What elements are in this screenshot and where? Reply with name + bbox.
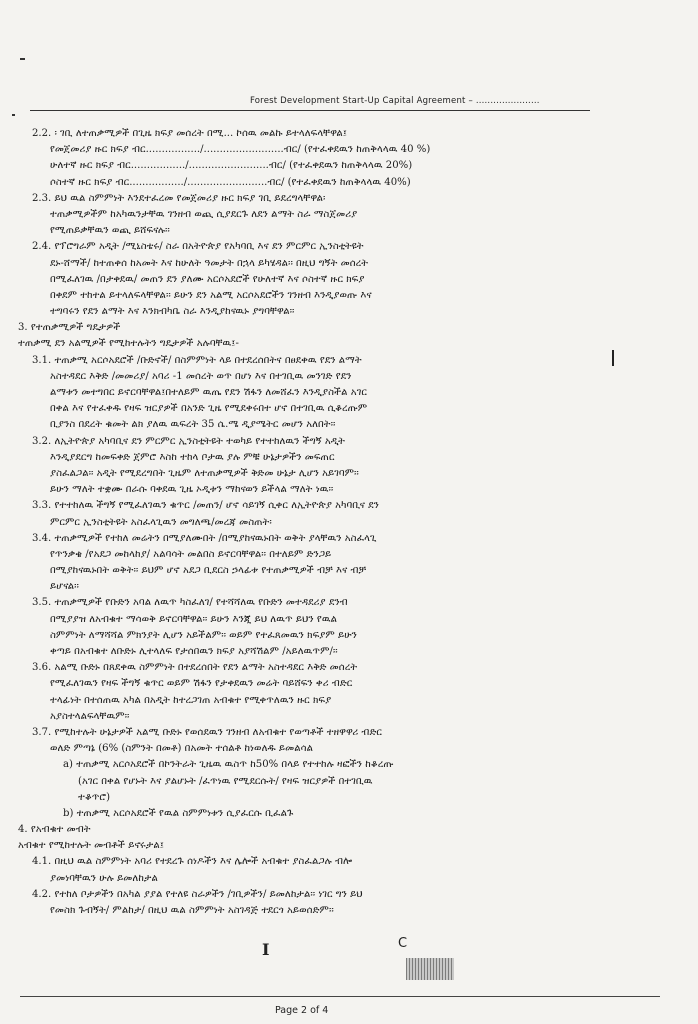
- clause-3-6-cont: አያስተላልፍላቸዉም፡፡: [50, 710, 130, 722]
- header-divider: [30, 110, 590, 111]
- clause-3-1: 3.1. ተጠቃሚ አርሶአደሮች /ቡድኖች/ በስምምነት ላይ በተደረሰበትና በፀደቀዉ የደን ልማት: [32, 354, 362, 366]
- clause-3-7-item-a-cont: ተቆጥሮ): [78, 791, 111, 803]
- payment-round-1: የመጀመሪያ ዙር ክፍያ ብር................./.........................ብር/ (የተፈቀደዉን ከጠቅላላዉ 40 %): [50, 144, 431, 156]
- clause-3-7: 3.7. የሚከተሉት ሁኔታዎች አልሚ ቡድኑ የወሰደዉን ገንዘብ ለአብቁተ የወጣቶች ተዘዋዋሪ ብድር: [32, 726, 383, 738]
- clause-3-4-cont: በሚያከናዉኑበት ወቅት፡፡ ይህም ሆኖ አደጋ ቢደርስ ኃላፊቱ የተጠቃሚዎች ብቻ እና ብቻ: [50, 565, 367, 577]
- clause-3-7-item-a-cont: (አገር በቀል የሆኑት እና ያልሆኑት /ፈጥነዉ የሚደርሱት/ የዛፍ ዝርያዎች በተገቢዉ: [78, 775, 373, 787]
- signature-mark: I: [262, 940, 270, 959]
- page-number: Page 2 of 4: [275, 1005, 329, 1016]
- initial-mark: C: [398, 936, 408, 951]
- clause-2-3-cont: ተጠቃሚዎችም ከአካዉንታቸዉ ገንዘብ ወጪ ሲያደርጉ ለደን ልማት ስራ ማስጀመሪያ: [50, 208, 358, 220]
- agreement-body: [18, 126, 606, 919]
- clause-3-1-cont: አስተዳደር እቅድ /መመሪያ/ አባሪ -1 መሰረት ወጥ በሆነ እና በተገቢዉ መንገድ የደን: [50, 370, 352, 382]
- clause-3-6: 3.6. አልሚ ቡድኑ በጸደቀዉ ስምምነት በተደረሰበት የደን ልማት አስተዳደር እቅድ መሰረት: [32, 662, 358, 674]
- scan-speck: [12, 114, 15, 116]
- clause-4-1: 4.1. በዚህ ዉል ስምምነት አባሪ የተደረጉ ሰነዶችን እና ሌሎች አብቁተ ያስፈልጋሉ ብሎ: [32, 856, 353, 868]
- clause-3-7-item-b: b) ተጠቃሚ አርሶአደሮች የዉል ስምምነቱን ሲያፈርሱ ቢፈልጉ: [63, 807, 294, 819]
- clause-4-2: 4.2. የተከለ ቦታዎችን በአካል ያያል የተለዩ ስራዎችን /ገቢዎችን/ ይመለከታል፡፡ ነገር ግን ይህ: [32, 888, 363, 900]
- clause-3-3-cont: ምርምር ኢንስቲትዩት አስፈላጊዉን መግለጫ/መረጃ መስጠት፡: [50, 516, 272, 528]
- payment-round-2: ሁለተኛ ዙር ክፍያ ብር................./.........................ብር/ (የተፈቀደዉን ከጠቅላላዉ 20%): [50, 160, 413, 172]
- clause-3-5-cont: በሚያያዝ ለአብቁተ ማሳወቅ ይኖርባቸዋል፡፡ ይሁን እንጂ ይህ ለዉጥ ይህን የዉል: [50, 613, 338, 625]
- clause-2-4-cont: በቀደም ተከተል ይተላለፍላቸዋል፡፡ ይሁን ደን አልሚ አርሶአደሮችን ገንዘብ እንዲያወጡ እና: [50, 289, 372, 301]
- clause-3-5-cont: ቀጣይ በአብቁተ ለቡድኑ ሊተላለፍ የታሰበዉን ክፍያ አያሻሽልም /አይለዉጥም/፡፡: [50, 646, 338, 657]
- clause-2-3-cont: የሚጠይቃቸዉን ወጪ ይሸፍናሉ፡፡: [50, 225, 170, 237]
- clause-3-7-cont: ወለድ ምጣኔ (6% (ስምንት በመቶ) በአመት ተሰልቶ ከነወለዱ ይመልሳል: [50, 743, 313, 755]
- clause-3-5: 3.5. ተጠቃሚዎች የቡድን አባል ለዉጥ ካስፈለገ/ የተሻሻለዉ የቡድን መተዳደሪያ ደንብ: [32, 597, 348, 609]
- clause-2-4-cont: ተግባሩን የደን ልማት እና እንክብካቤ ስራ እንዲያከናዉኑ ያግባቸዋል፡፡: [50, 306, 295, 318]
- section-3-heading: 3. የተጠቃሚዎች ግዴታዎች: [18, 322, 121, 334]
- clause-2-2: 2.2. ፡ ገቢ ለተጠቃሚዎች በጊዜ ክፍያ መሰረት በሚ... ኮሰዉ መልኩ ይተላለፍላቸዋል፤: [32, 128, 347, 139]
- clause-2-3: 2.3. ይህ ዉል ስምምነት እንደተፈረመ የመጀመሪያ ዙር ክፍያ ገቢ ይደረግላቸዋል፡: [32, 192, 326, 204]
- footer-divider: [20, 996, 660, 997]
- clause-3-6-cont: የሚፈለገዉን የዛፍ ችግኝ ቁጥር ወይም ሽፋን የታቀደዉን መሬት ባይሸፍን ቀሪ ብድር: [50, 678, 353, 690]
- clause-3-4: 3.4. ተጠቃሚዎች የተከለ መሬትን በሚያለሙበት /በሚያከናዉኑበት ወቅት ያላቸዉን አስፈላጊ: [32, 532, 377, 544]
- clause-3-5-cont: ስምምነት ለማሻሻል ምክንያት ሊሆን አይችልም፡፡ ወይም የተፈጸመዉን ክፍያም ይሁን: [50, 629, 357, 641]
- clause-3-6-cont: ተላፊነት በተሰጠዉ አካል በአዲት ከተረጋገጠ አብቁተ የሚቀጥለዉን ዙር ክፍያ: [50, 694, 332, 706]
- margin-mark: [612, 350, 614, 366]
- section-4-heading: 4. የአብቁተ መብት: [18, 824, 91, 836]
- payment-round-3: ሶስተኛ ዙር ክፍያ ብር................./.........................ብር/ (የተፈቀደዉን ከጠቅላላዉ 40%): [50, 176, 411, 188]
- clause-3-2-cont: ያስፈልጋል፡፡ አዲት የሚደረግበት ጊዜም ለተጠቃሚዎች ቅድመ ሁኔታ ሊሆን አይገባም፡፡: [50, 467, 359, 479]
- clause-3-1-cont: በቀል እና የተፈቀዱ የዛፍ ዝርያዎች በአንድ ጊዜ የሚደቀሩበተ ሆኖ በተገቢዉ ሲቆረጡም: [50, 403, 368, 415]
- clause-3-3: 3.3. የተተከለዉ ችግኝ የሚፈለገዉን ቁጥር /መጠን/ ሆኖ ሳይገኝ ሲቀር ለኢትዮጵያ አካባቢና ደን: [32, 500, 379, 512]
- clause-3-1-cont: ልማቱን መተግበር ይኖርባቸዋል፤በተለይም ዉጤ የደን ሽፋን ለመሸፈን እንዲያስችል አገር: [50, 387, 367, 398]
- section-4-intro: አብቁተ የሚከተሉት መብቶች ይኖሩታል፤: [18, 840, 164, 852]
- running-header: Forest Development Start-Up Capital Agreement – ......................: [250, 96, 540, 106]
- clause-3-2-cont: እንዲያደርግ ከመፍቀድ ጀምሮ እስከ ተከላ ቦታዉ ያሉ ምቹ ሁኔታዎችን መፍጠር: [50, 451, 335, 463]
- clause-2-4-cont: በሚፈለገዉ /በታቀደዉ/ መጠን ደን ያለሙ አርሶአደሮች የሁለተኛ እና ሶስተኛ ዙር ክፍያ: [50, 273, 365, 285]
- clause-3-1-cont: ቢያንስ በደረት ቁመት ልክ ያለዉ ዉፍረት 35 ሴ.ሜ ዲያሜትር መሆን አለበት፡፡: [50, 419, 336, 431]
- stamp-image: [406, 958, 454, 980]
- section-3-intro: ተጠቃሚ ደን አልሚዎች የሚከተሉትን ግዴታዎች አሉባቸዉ፤-: [18, 338, 239, 350]
- clause-3-2: 3.2. ለኢትዮጵያ አካባቢና ደን ምርምር ኢንስቲትዩት ተወካይ የተተከለዉን ችግኝ አዲት: [32, 435, 345, 447]
- clause-3-4-cont: የጥንቃቄ /የአደጋ መከላከያ/ አልባሳት መልበስ ይኖርባቸዋል፡፡ በተለይም ድንጋይ: [50, 548, 332, 560]
- clause-2-4-cont: ደኑ-ሸማች/ ከተጠቀሰ ከአመት እና ከሁለት ዓመታት በኋላ ይካሄዳል፡፡ በዚህ ግኝት መሰረት: [50, 257, 369, 269]
- clause-4-1-cont: ያመነባቸዉን ሁሉ ይመለከታል: [50, 872, 158, 884]
- clause-3-2-cont: ይሁን ማለት ተቋሙ በራሱ ባቀደዉ ጊዜ ኦዲቱን ማከናወን ይችላል ማለት ነዉ፡፡: [50, 484, 334, 496]
- clause-3-4-cont: ይሆናል፡፡: [50, 581, 79, 593]
- scan-speck: [20, 58, 25, 60]
- clause-4-2-cont: የመስክ ጉብኝት/ ምልከታ/ በዚህ ዉል ስምምነት አስገዳጅ ተደርጎ አይወሰድም፡፡: [50, 905, 334, 916]
- clause-3-7-item-a: a) ተጠቃሚ አርሶአደሮች በኮንትራት ጊዜዉ ዉስጥ ከ50% በላይ የተተከሉ ዛፎችን ከቆረጡ: [63, 759, 394, 771]
- clause-2-4: 2.4. የፕሮግራም አዲት /ሚኒስቴሩ/ ስራ በአትዮጵያ የአካባቢ እና ደን ምርምር ኢንስቲትዩት: [32, 241, 364, 253]
